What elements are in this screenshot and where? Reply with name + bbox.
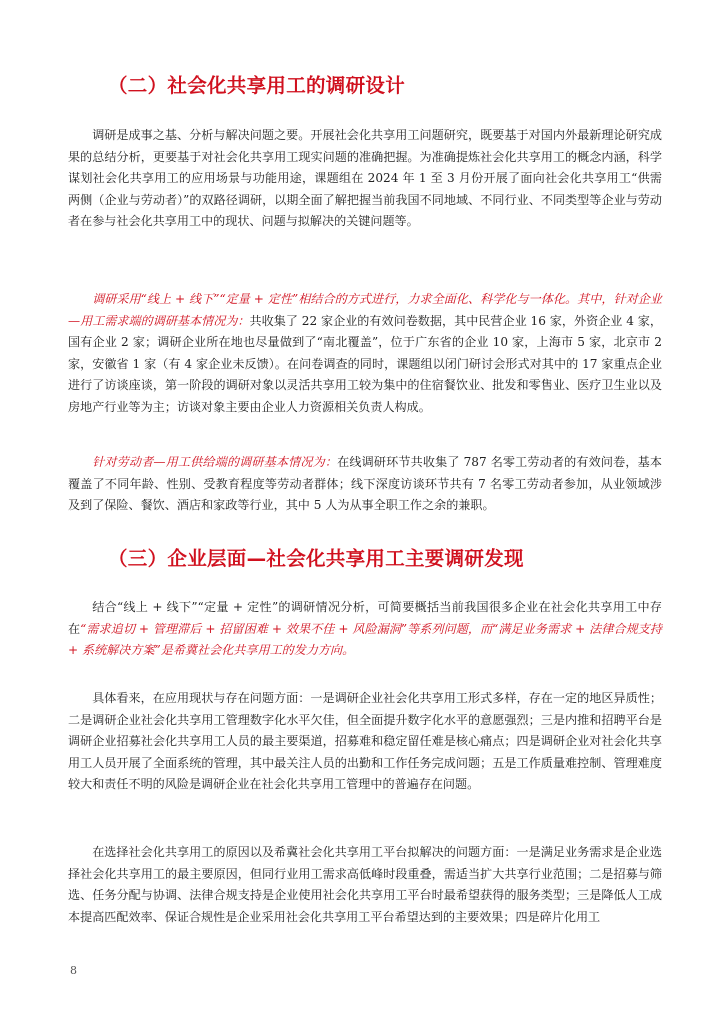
paragraph-text: 结合“线上 + 线下”“定量 + 定性”的调研情况分析，可简要概括当前我国很多企业在社会化共享用工中存在 xyxy=(68,600,662,636)
paragraph-text: 调研是成事之基、分析与解决问题之要。开展社会化共享用工问题研究，既要基于对国内外最新理论研究成果的总结分析，更要基于对社会化共享用工现实问题的准确把握。为准确提炼社会化共享用工的概念内涵，科学谋划社会化共享用工的应用场景与功能用途，课题组在 2024 年 1 至 3 月份开展了面向社会化共享用工“供需两侧（企业与劳动者）”的双路径调研，以期全面了解把握当前我国不同地域、不同行业、不同类型等企业与劳动者在参与社会化共享用工中的现状、问题与拟解决的关键问题等。 xyxy=(68,128,662,229)
paragraph-text: 在线调研环节共收集了 787 名零工劳动者的有效问卷，基本覆盖了不同年龄、性别、受教育程度等劳动者群体；线下深度访谈环节共有 7 名零工劳动者参加，从业领域涉及到了保险、餐饮、酒店和家政等行业，其中 5 人为从事全职工作之余的兼职。 xyxy=(68,455,662,513)
paragraph-lead-highlight: 调研采用“线上 + 线下”“定量 + 定性”相结合的方式进行，力求全面化、科学化与一体化。其中，针对企业—用工需求端的调研基本情况为： xyxy=(68,292,662,328)
paragraph-application-status xyxy=(68,688,662,796)
paragraph-research-design xyxy=(68,125,662,233)
page-number: 8 xyxy=(70,964,77,977)
paragraph-enterprise-survey xyxy=(68,289,662,419)
section-heading-3: （三）企业层面—社会化共享用工主要调研发现 xyxy=(108,547,524,570)
paragraph-text: 共收集了 22 家企业的有效问卷数据，其中民营企业 16 家，外资企业 4 家，国有企业 2 家；调研企业所在地也尽量做到了“南北覆盖”，位于广东省的企业 10 家，上海市 5 家，北京市 2 家，安徽省 1 家（有 4 家企业未反馈）。在问卷调查的同时，课题组以闭门研讨会形式对其中的 17 家重点企业进行了访谈座谈，第一阶段的调研对象以灵活共享用工较为集中的住宿餐饮业、批发和零售业、医疗卫生业以及房地产行业等为主；访谈对象主要由企业人力资源相关负责人构成。 xyxy=(68,313,662,414)
paragraph-findings-summary xyxy=(68,597,662,662)
paragraph-text: 具体看来，在应用现状与存在问题方面：一是调研企业社会化共享用工形式多样，存在一定的地区异质性；二是调研企业社会化共享用工管理数字化水平欠佳，但全面提升数字化水平的意愿强烈；三是内推和招聘平台是调研企业招募社会化共享用工人员的最主要渠道，招募难和稳定留任难是核心痛点；四是调研企业对社会化共享用工人员开展了全面系统的管理，其中最关注人员的出勤和工作任务完成问题；五是工作质量难控制、管理难度较大和责任不明的风险是调研企业在社会化共享用工管理中的普遍存在问题。 xyxy=(68,691,662,792)
paragraph-worker-survey xyxy=(68,452,662,517)
paragraph-text: 在选择社会化共享用工的原因以及希冀社会化共享用工平台拟解决的问题方面：一是满足业务需求是企业选择社会化共享用工的最主要原因，但同行业用工需求高低峰时段重叠，需适当扩大共享行业范围；二是招募与筛选、任务分配与协调、法律合规支持是企业使用社会化共享用工平台时最希望获得的服务类型；三是降低人工成本提高匹配效率、保证合规性是企业采用社会化共享用工平台希望达到的主要效果；四是碎片化用工 xyxy=(68,845,662,924)
section-heading-2: （二）社会化共享用工的调研设计 xyxy=(108,74,406,97)
paragraph-lead-highlight: 针对劳动者—用工供给端的调研基本情况为： xyxy=(92,455,338,469)
paragraph-highlight: “需求追切 + 管理滞后 + 招留困难 + 效果不佳 + 风险漏洞”等系列问题，而“满足业务需求 + 法律合规支持 + 系统解决方案”是希冀社会化共享用工的发力方向。 xyxy=(68,621,662,658)
paragraph-selection-reasons xyxy=(68,842,662,928)
